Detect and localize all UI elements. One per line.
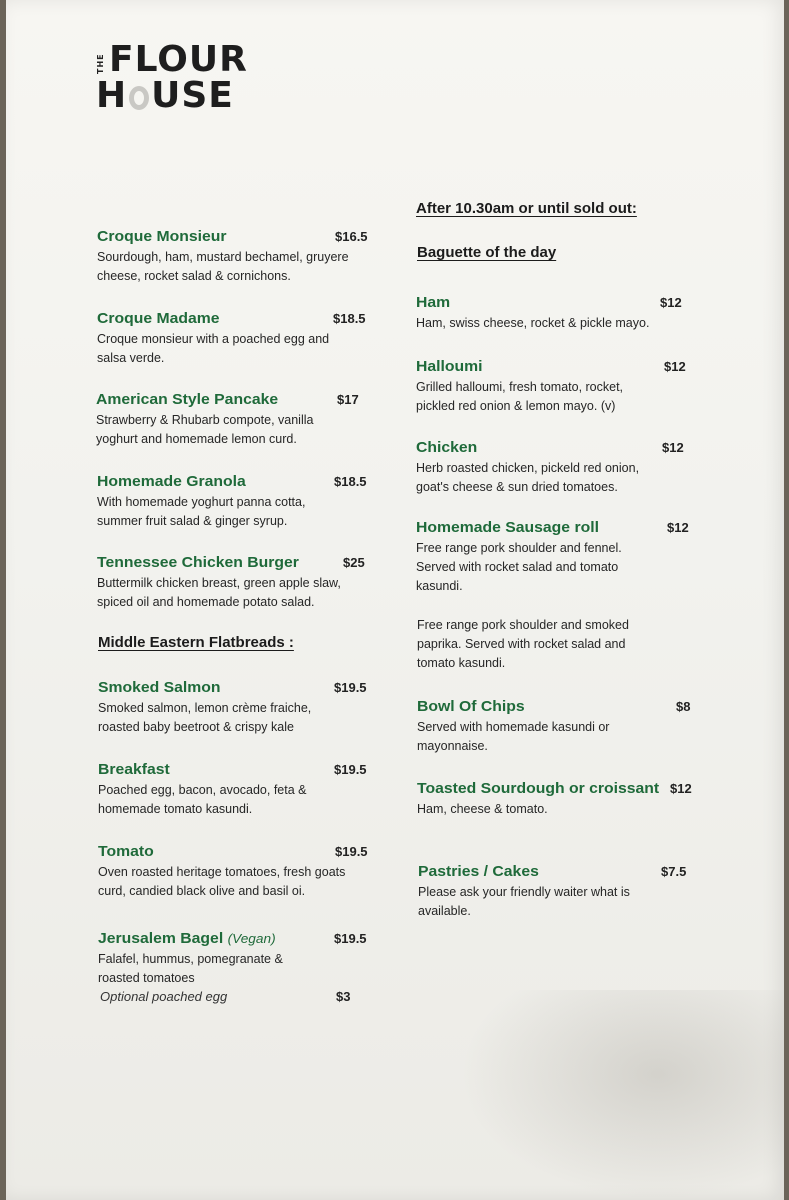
item-price: $12 — [662, 440, 684, 455]
item-name: Ham — [416, 294, 451, 311]
item-name: Homemade Granola — [97, 473, 246, 490]
item-price: $12 — [664, 359, 686, 374]
flatbreads-heading: Middle Eastern Flatbreads : — [98, 634, 294, 651]
menu-item-breakfast — [98, 760, 367, 819]
vegan-tag: (Vegan) — [227, 931, 276, 946]
desc-line: With homemade yoghurt panna cotta, — [97, 495, 306, 509]
desc-line: Smoked salmon, lemon crème fraiche, — [98, 701, 312, 715]
item-name: American Style Pancake — [96, 391, 279, 408]
desc-line: Free range pork shoulder and smoked — [417, 618, 629, 632]
item-desc — [98, 863, 345, 901]
item-price: $8 — [676, 699, 691, 714]
desc-line: Served with homemade kasundi or — [417, 720, 610, 734]
menu-item-sausage-roll-alt — [417, 615, 629, 673]
desc-line: Buttermilk chicken breast, green apple slaw, — [97, 576, 341, 590]
item-price: $12 — [667, 520, 689, 535]
item-desc — [97, 574, 341, 612]
desc-line: Please ask your friendly waiter what is — [418, 885, 630, 899]
item-price: $18.5 — [333, 311, 366, 326]
item-name: Tennessee Chicken Burger — [97, 554, 299, 571]
desc-line: paprika. Served with rocket salad and — [417, 637, 626, 651]
desc-line: Poached egg, bacon, avocado, feta & — [98, 783, 307, 797]
menu-item-granola — [97, 472, 367, 531]
item-name: Bowl Of Chips — [417, 698, 525, 715]
item-desc — [416, 314, 649, 333]
item-name: Halloumi — [416, 358, 483, 375]
desc-line: available. — [418, 904, 471, 918]
item-price: $18.5 — [334, 474, 367, 489]
desc-line: curd, candied black olive and basil oi. — [98, 884, 306, 898]
logo-use: USE — [151, 75, 234, 116]
item-name-text: Jerusalem Bagel — [98, 930, 224, 947]
desc-line: mayonnaise. — [417, 739, 488, 753]
optional-price: $3 — [336, 989, 351, 1004]
item-desc — [97, 493, 305, 531]
logo-h: H — [96, 75, 128, 116]
item-desc — [98, 781, 307, 819]
optional-poached-egg: Optional poached egg — [100, 989, 228, 1004]
menu-item-sausage-roll — [416, 518, 689, 596]
item-desc — [98, 699, 311, 737]
desc-line: Falafel, hummus, pomegranate & — [98, 952, 283, 966]
item-desc — [417, 616, 629, 673]
desc-line: kasundi. — [416, 579, 463, 593]
desc-line: pickled red onion & lemon mayo. (v) — [416, 399, 616, 413]
item-desc — [416, 539, 622, 596]
item-price: $12 — [660, 295, 682, 310]
after-heading: After 10.30am or until sold out: — [416, 200, 637, 217]
item-name: Breakfast — [98, 761, 170, 778]
desc-line: salsa verde. — [97, 351, 165, 365]
item-desc — [417, 800, 648, 819]
desc-line: roasted baby beetroot & crispy kale — [98, 720, 294, 734]
desc-line: Free range pork shoulder and fennel. — [416, 541, 622, 555]
item-desc — [96, 411, 313, 449]
item-desc — [416, 459, 639, 497]
menu-item-toasted-sourdough — [417, 779, 692, 819]
desc-line: Ham, cheese & tomato. — [417, 802, 548, 816]
item-desc — [417, 718, 609, 756]
logo-ring-icon — [129, 86, 149, 110]
desc-line: tomato kasundi. — [417, 656, 506, 670]
desc-line: Oven roasted heritage tomatoes, fresh goats — [98, 865, 346, 879]
menu-item-bowl-of-chips — [417, 697, 691, 756]
item-name: Chicken — [416, 439, 478, 456]
shadow — [460, 990, 789, 1200]
item-name: Homemade Sausage roll — [416, 519, 599, 536]
menu-item-jerusalem-bagel — [98, 929, 367, 988]
item-name: Pastries / Cakes — [418, 863, 539, 880]
desc-line: cheese, rocket salad & cornichons. — [97, 269, 291, 283]
item-desc — [97, 248, 349, 286]
menu-item-chicken — [416, 438, 684, 497]
desc-line: summer fruit salad & ginger syrup. — [97, 514, 288, 528]
item-price: $16.5 — [335, 229, 368, 244]
logo-flour: FLOUR — [109, 39, 248, 80]
item-price: $7.5 — [661, 864, 687, 879]
item-price: $19.5 — [334, 931, 367, 946]
desc-line: yoghurt and homemade lemon curd. — [96, 432, 297, 446]
item-name — [98, 929, 292, 949]
desc-line: homemade tomato kasundi. — [98, 802, 253, 816]
item-price: $19.5 — [334, 680, 367, 695]
item-price: $19.5 — [334, 762, 367, 777]
menu-item-tennessee-burger — [97, 553, 365, 612]
desc-line: roasted tomatoes — [98, 971, 195, 985]
desc-line: spiced oil and homemade potato salad. — [97, 595, 315, 609]
item-price: $19.5 — [335, 844, 368, 859]
desc-line: Herb roasted chicken, pickeld red onion, — [416, 461, 640, 475]
item-price: $25 — [343, 555, 365, 570]
desc-line: Grilled halloumi, fresh tomato, rocket, — [416, 380, 624, 394]
logo — [96, 38, 248, 116]
item-name: Croque Monsieur — [97, 228, 227, 245]
item-price: $17 — [337, 392, 359, 407]
menu-item-smoked-salmon — [98, 678, 367, 737]
item-desc — [97, 330, 329, 368]
baguette-heading: Baguette of the day — [417, 244, 557, 261]
item-name: Smoked Salmon — [98, 679, 221, 696]
desc-line: Ham, swiss cheese, rocket & pickle mayo. — [416, 316, 650, 330]
menu-item-american-pancake — [96, 390, 359, 449]
menu-item-tomato — [98, 842, 368, 901]
menu-item-halloumi — [416, 357, 686, 416]
item-desc — [416, 378, 623, 416]
desc-line: Strawberry & Rhubarb compote, vanilla — [96, 413, 314, 427]
desc-line: goat's cheese & sun dried tomatoes. — [416, 480, 618, 494]
menu-item-croque-monsieur — [97, 227, 368, 286]
item-desc — [98, 950, 283, 988]
logo-house — [96, 75, 234, 116]
menu-item-pastries — [418, 862, 687, 921]
item-price: $12 — [670, 781, 692, 796]
menu-item-ham — [416, 293, 682, 333]
menu-item-croque-madame — [97, 309, 366, 368]
desc-line: Croque monsieur with a poached egg and — [97, 332, 330, 346]
item-name: Toasted Sourdough or croissant — [417, 780, 660, 797]
logo-the: THE — [96, 53, 105, 74]
item-desc — [418, 883, 630, 921]
desc-line: Served with rocket salad and tomato — [416, 560, 619, 574]
desc-line: Sourdough, ham, mustard bechamel, gruyere — [97, 250, 349, 264]
item-name: Tomato — [98, 843, 154, 860]
item-name: Croque Madame — [97, 310, 220, 327]
